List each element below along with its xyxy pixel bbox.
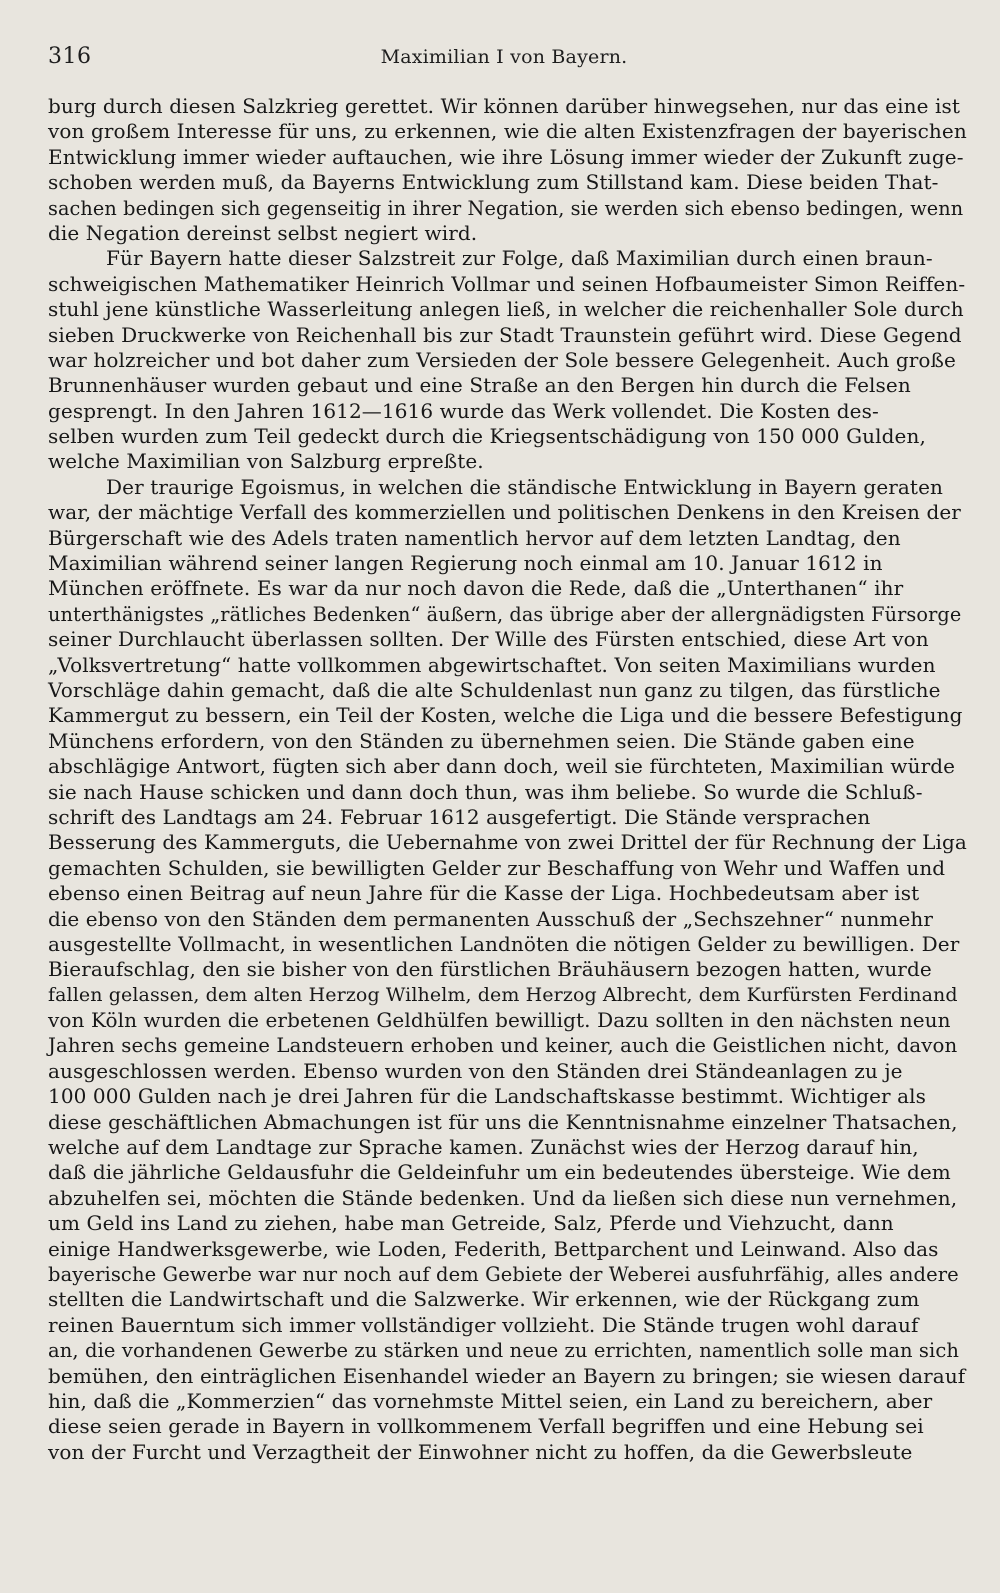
text-line: sachen bedingen sich gegenseitig in ihrer Negation, sie werden sich ebenso bedingen, wenn: [48, 196, 964, 220]
text-line: Münchens erfordern, von den Ständen zu übernehmen seien. Die Stände gaben eine: [48, 728, 915, 753]
text-line: unterthänigstes „rätliches Bedenken“ äußern, das übrige aber der allergnädigsten Fürsorge: [48, 602, 962, 626]
text-line: sie nach Hause schicken und dann doch thun, was ihm beliebe. So wurde die Schluß-: [48, 779, 923, 804]
text-line: die ebenso von den Ständen dem permanenten Ausschuß der „Sechszehner“ nunmehr: [48, 906, 934, 931]
text-line: ebenso einen Beitrag auf neun Jahre für die Kasse der Liga. Hochbedeutsam aber ist: [48, 881, 920, 906]
text-line: stuhl jene künstliche Wasserleitung anlegen ließ, in welcher die reichenhaller Sole durch: [48, 297, 964, 322]
text-line: burg durch diesen Salzkrieg gerettet. Wir können darüber hinwegsehen, nur das eine ist: [48, 94, 960, 118]
text-line: 100 000 Gulden nach je drei Jahren für die Landschaftskasse bestimmt. Wichtiger als: [48, 1084, 927, 1109]
text-line: schoben werden muß, da Bayerns Entwicklung zum Stillstand kam. Diese beiden That-: [48, 170, 939, 195]
text-line: Maximilian während seiner langen Regierung noch einmal am 10. Januar 1612 in: [48, 551, 883, 576]
text-line: diese geschäftlichen Abmachungen ist für uns die Kenntnisnahme einzelner Thatsachen,: [48, 1109, 958, 1134]
page-header: [48, 44, 960, 78]
text-line: Für Bayern hatte dieser Salzstreit zur Folge, daß Maximilian durch einen braun-: [106, 246, 933, 271]
text-line: stellten die Landwirtschaft und die Salzwerke. Wir erkennen, wie der Rückgang zum: [48, 1287, 920, 1312]
text-line: Besserung des Kammerguts, die Uebernahme von zwei Drittel der für Rechnung der Liga: [48, 830, 967, 855]
text-line: seiner Durchlaucht überlassen sollten. Der Wille des Fürsten entschied, diese Art von: [48, 627, 929, 652]
text-line: von großem Interesse für uns, zu erkennen, wie die alten Existenzfragen der bayerischen: [48, 119, 967, 144]
text-line: reinen Bauerntum sich immer vollständiger vollzieht. Die Stände trugen wohl darauf: [48, 1312, 919, 1337]
text-line: um Geld ins Land zu ziehen, habe man Getreide, Salz, Pferde und Viehzucht, dann: [48, 1211, 894, 1236]
text-line: selben wurden zum Teil gedeckt durch die Kriegsentschädigung von 150 000 Gulden,: [48, 424, 926, 449]
text-line: war, der mächtige Verfall des kommerziellen und politischen Denkens in den Kreisen der: [48, 500, 961, 525]
text-line: bemühen, den einträglichen Eisenhandel wieder an Bayern zu bringen; sie wiesen darauf: [48, 1363, 966, 1388]
text-line: Bürgerschaft wie des Adels traten namentlich hervor auf dem letzten Landtag, den: [48, 525, 901, 550]
text-line: Brunnenhäuser wurden gebaut und eine Straße an den Bergen hin durch die Felsen: [48, 373, 911, 398]
text-line: war holzreicher und bot daher zum Versieden der Sole bessere Gelegenheit. Auch große: [48, 347, 956, 372]
text-line: schweigischen Mathematiker Heinrich Vollmar und seinen Hofbaumeister Simon Reiffen-: [48, 271, 966, 296]
text-line: Vorschläge dahin gemacht, daß die alte Schuldenlast nun ganz zu tilgen, das fürstliche: [48, 677, 941, 702]
text-line: diese seien gerade in Bayern in vollkommenem Verfall begriffen und eine Hebung sei: [48, 1414, 924, 1439]
text-line: sieben Druckwerke von Reichenhall bis zur Stadt Traunstein geführt wird. Diese Gegend: [48, 322, 962, 347]
text-line: von Köln wurden die erbetenen Geldhülfen bewilligt. Dazu sollten in den nächsten neun: [48, 1008, 951, 1033]
page-number: 316: [48, 44, 92, 69]
text-line: abzuhelfen sei, möchten die Stände bedenken. Und da ließen sich diese nun vernehmen,: [48, 1185, 958, 1210]
text-line: einige Handwerksgewerbe, wie Loden, Federith, Bettparchent und Leinwand. Also das: [48, 1236, 939, 1261]
text-line: daß die jährliche Geldausfuhr die Geldeinfuhr um ein bedeutendes übersteige. Wie dem: [48, 1160, 951, 1185]
text-line: gemachten Schulden, sie bewilligten Gelder zur Beschaffung von Wehr und Waffen und: [48, 855, 946, 880]
running-title: Maximilian I von Bayern.: [380, 46, 628, 68]
text-line: an, die vorhandenen Gewerbe zu stärken und neue zu errichten, namentlich solle man sich: [48, 1339, 960, 1363]
text-line: gesprengt. In den Jahren 1612—1616 wurde das Werk vollendet. Die Kosten des-: [48, 398, 879, 423]
text-line: Der traurige Egoismus, in welchen die ständische Entwicklung in Bayern geraten: [106, 474, 943, 499]
body-text: [48, 94, 968, 1465]
text-line: schrift des Landtags am 24. Februar 1612 ausgefertigt. Die Stände versprachen: [48, 804, 871, 829]
text-line: ausgeschlossen werden. Ebenso wurden von den Ständen drei Ständeanlagen zu je: [48, 1058, 903, 1083]
text-line: welche Maximilian von Salzburg erpreßte.: [48, 449, 484, 474]
text-line: Jahren sechs gemeine Landsteuern erhoben und keiner, auch die Geistlichen nicht, davon: [48, 1034, 958, 1058]
text-line: hin, daß die „Kommerzien“ das vornehmste Mittel seien, ein Land zu bereichern, aber: [48, 1388, 933, 1413]
text-line: die Negation dereinst selbst negiert wird.: [48, 220, 478, 245]
text-line: ausgestellte Vollmacht, in wesentlichen Landnöten die nötigen Gelder zu bewilligen. Der: [48, 931, 960, 956]
text-line: München eröffnete. Es war da nur noch davon die Rede, daß die „Unterthanen“ ihr: [48, 576, 904, 601]
text-line: „Volksvertretung“ hatte vollkommen abgewirtschaftet. Von seiten Maximilians wurden: [48, 652, 936, 677]
text-line: von der Furcht und Verzagtheit der Einwohner nicht zu hoffen, da die Gewerbsleute: [48, 1439, 913, 1464]
text-line: bayerische Gewerbe war nur noch auf dem Gebiete der Weberei ausfuhrfähig, alles andere: [48, 1262, 959, 1286]
text-line: Bieraufschlag, den sie bisher von den fürstlichen Bräuhäusern bezogen hatten, wurde: [48, 957, 932, 982]
text-line: welche auf dem Landtage zur Sprache kamen. Zunächst wies der Herzog darauf hin,: [48, 1135, 919, 1160]
text-line: abschlägige Antwort, fügten sich aber dann doch, weil sie fürchteten, Maximilian würde: [48, 754, 956, 779]
text-line: fallen gelassen, dem alten Herzog Wilhelm, dem Herzog Albrecht, dem Kurfürsten Ferdinand: [48, 983, 958, 1006]
text-line: Kammergut zu bessern, ein Teil der Kosten, welche die Liga und die bessere Befestigung: [48, 703, 963, 728]
text-line: Entwicklung immer wieder auftauchen, wie ihre Lösung immer wieder der Zukunft zuge-: [48, 144, 964, 169]
